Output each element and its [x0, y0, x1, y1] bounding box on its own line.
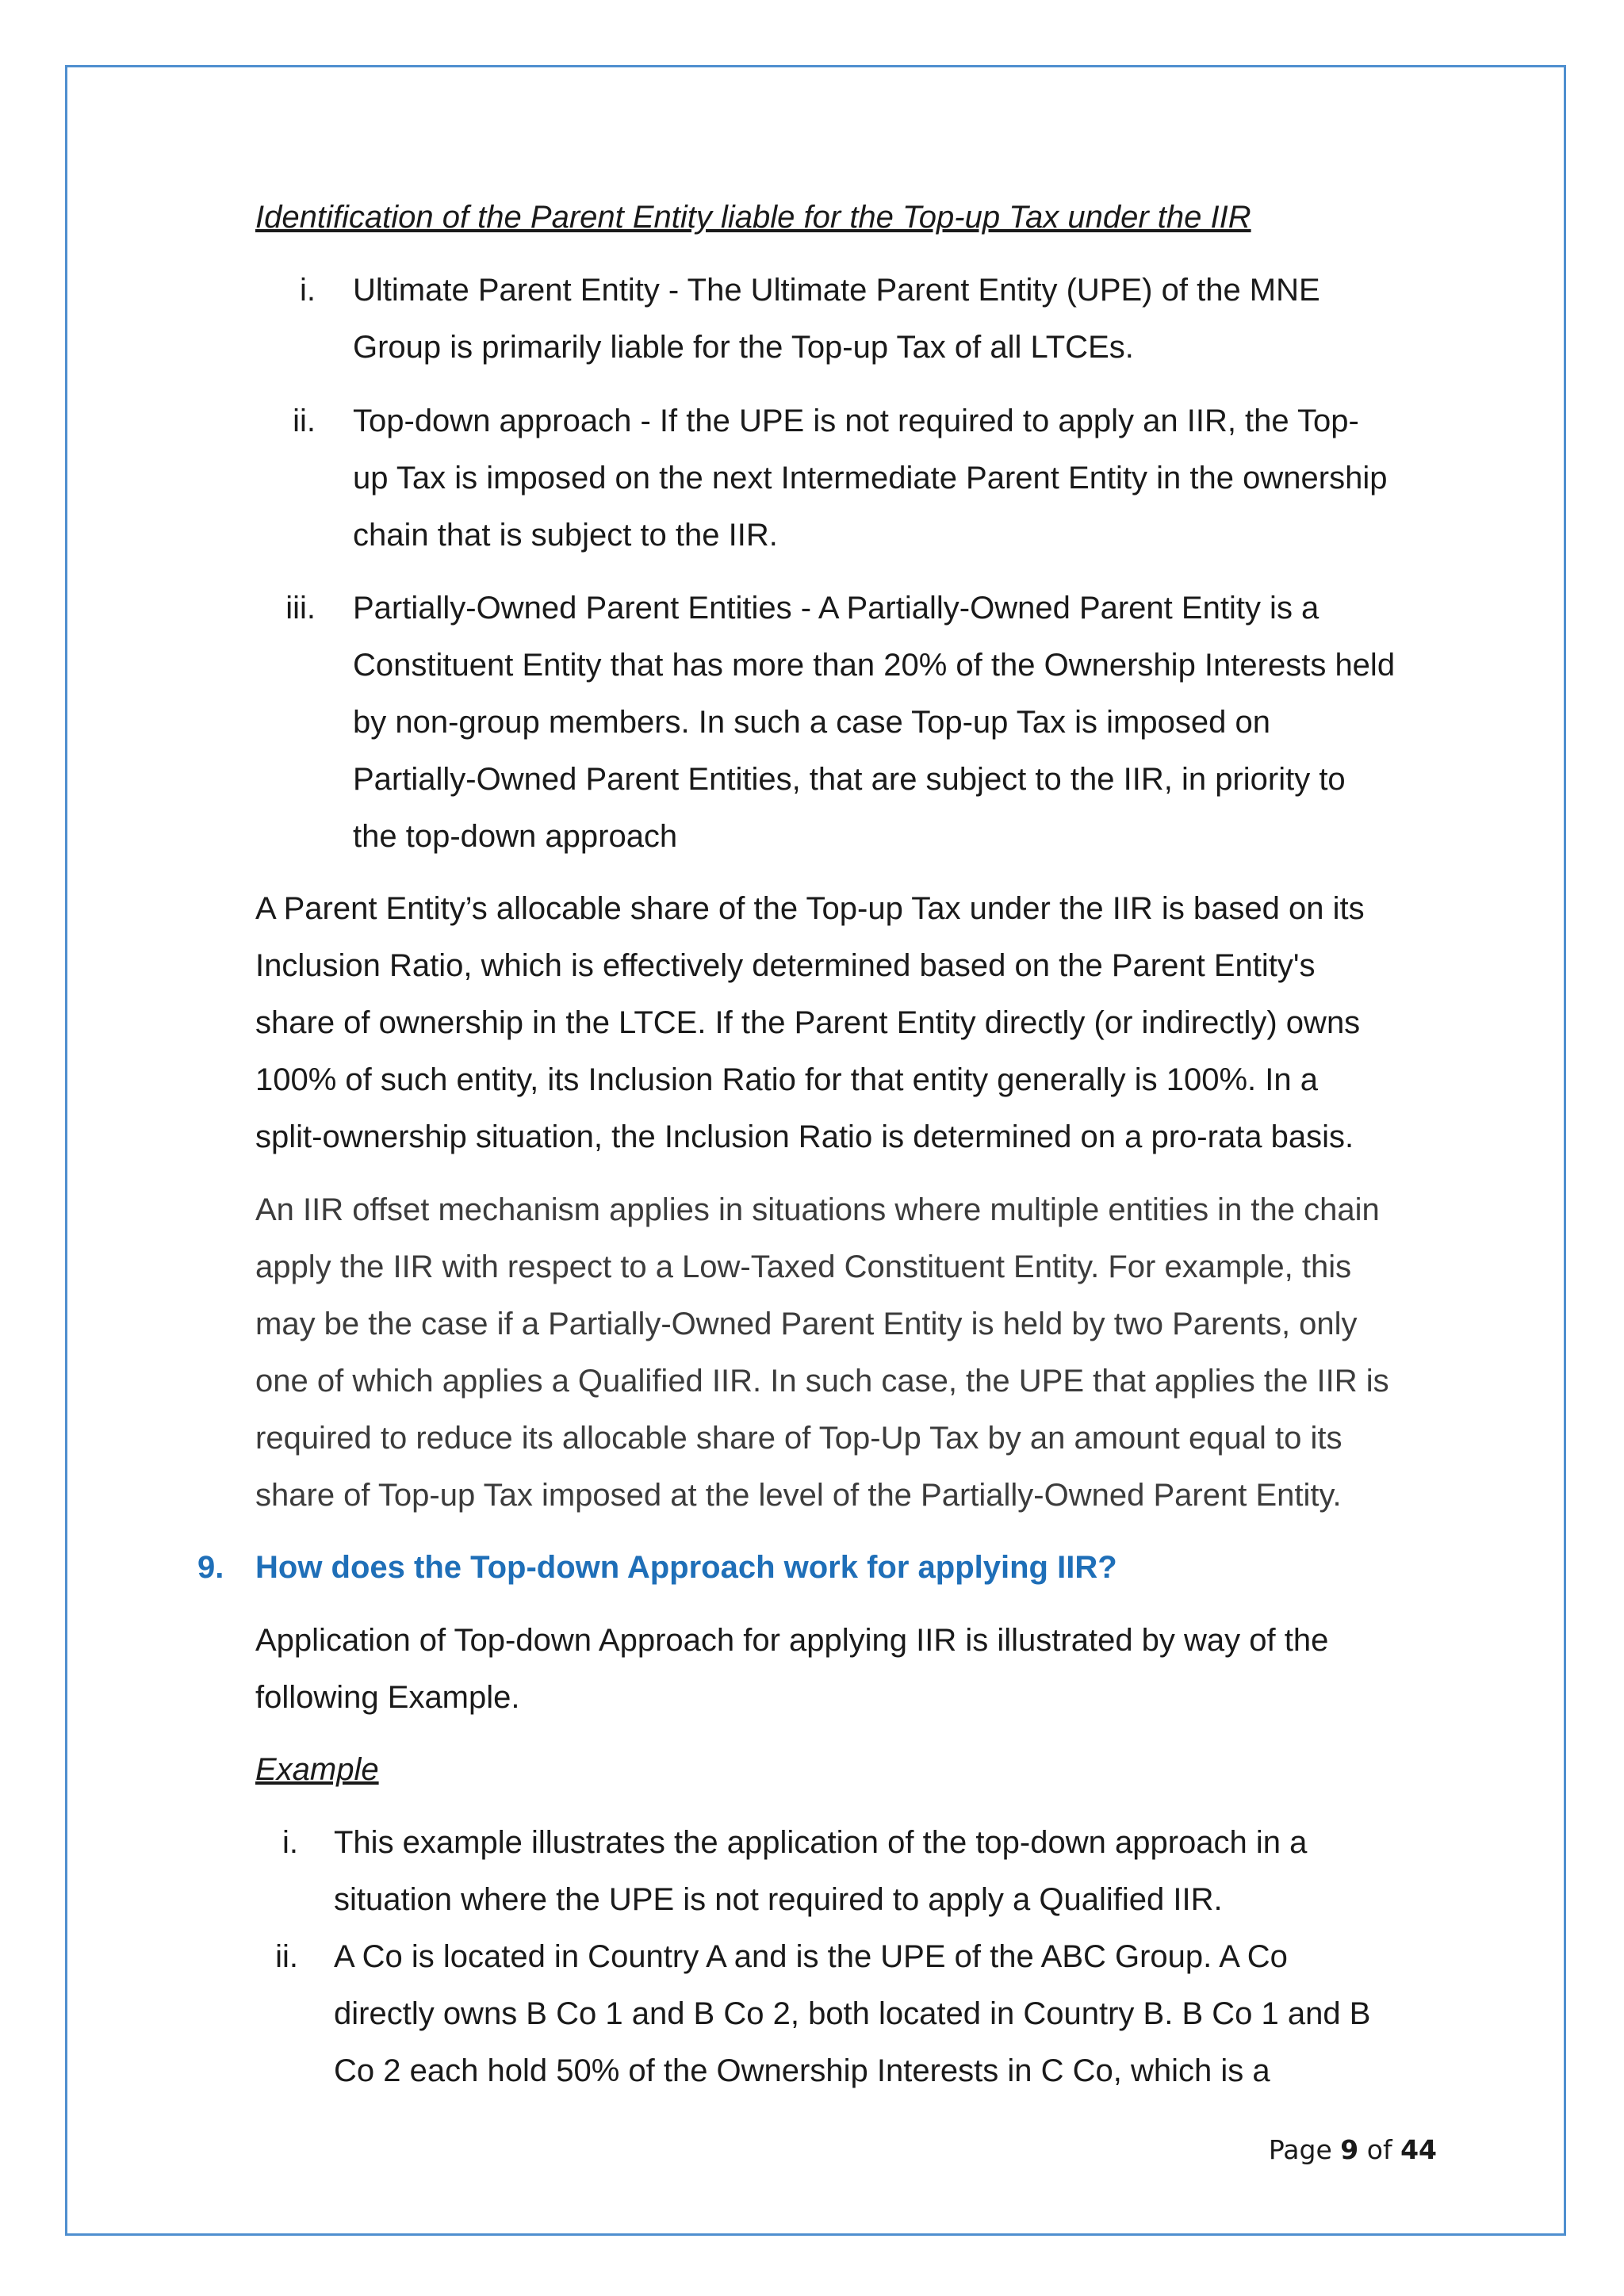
list-line: Top-down approach - If the UPE is not required to apply an IIR, the Top- — [353, 404, 1359, 438]
list-number: i. — [300, 273, 316, 308]
paragraph-line: Application of Top-down Approach for applying IIR is illustrated by way of the — [255, 1623, 1329, 1658]
footer-total-pages: 44 — [1400, 2134, 1437, 2165]
list-line: Co 2 each hold 50% of the Ownership Interests in C Co, which is a — [334, 2053, 1270, 2088]
paragraph-line: share of Top-up Tax imposed at the level of the Partially-Owned Parent Entity. — [255, 1478, 1342, 1513]
list-number: ii. — [293, 404, 316, 438]
list-line: A Co is located in Country A and is the UPE of the ABC Group. A Co — [334, 1939, 1288, 1974]
paragraph-line: share of ownership in the LTCE. If the Parent Entity directly (or indirectly) owns — [255, 1005, 1361, 1040]
list-line: the top-down approach — [353, 819, 678, 854]
list-number: i. — [282, 1825, 298, 1860]
page-footer — [1269, 2134, 1437, 2165]
paragraph-line: one of which applies a Qualified IIR. In such case, the UPE that applies the IIR is — [255, 1364, 1389, 1399]
section-title: How does the Top-down Approach work for applying IIR? — [255, 1550, 1117, 1585]
list-line: Partially-Owned Parent Entities, that are subject to the IIR, in priority to — [353, 762, 1346, 797]
list-line: Group is primarily liable for the Top-up Tax of all LTCEs. — [353, 330, 1134, 365]
paragraph-line: following Example. — [255, 1680, 520, 1715]
list-number: ii. — [275, 1939, 298, 1974]
list-line: situation where the UPE is not required to apply a Qualified IIR. — [334, 1882, 1223, 1917]
paragraph-line: Inclusion Ratio, which is effectively determined based on the Parent Entity's — [255, 948, 1316, 983]
example-label: Example — [255, 1752, 379, 1787]
subheading: Identification of the Parent Entity liable for the Top-up Tax under the IIR — [255, 200, 1251, 235]
list-line: directly owns B Co 1 and B Co 2, both located in Country B. B Co 1 and B — [334, 1996, 1371, 2031]
paragraph-line: A Parent Entity’s allocable share of the Top-up Tax under the IIR is based on its — [255, 891, 1365, 926]
paragraph-line: split-ownership situation, the Inclusion Ratio is determined on a pro-rata basis. — [255, 1119, 1354, 1154]
footer-of: of — [1366, 2134, 1392, 2165]
list-line: This example illustrates the application of the top-down approach in a — [334, 1825, 1308, 1860]
footer-prefix: Page — [1268, 2134, 1332, 2165]
list-line: Constituent Entity that has more than 20% of the Ownership Interests held — [353, 648, 1396, 683]
list-line: Ultimate Parent Entity - The Ultimate Parent Entity (UPE) of the MNE — [353, 273, 1320, 308]
paragraph-line: An IIR offset mechanism applies in situations where multiple entities in the chain — [255, 1192, 1380, 1227]
list-number: iii. — [285, 591, 316, 626]
paragraph-line: required to reduce its allocable share of Top-Up Tax by an amount equal to its — [255, 1421, 1342, 1456]
paragraph-line: may be the case if a Partially-Owned Parent Entity is held by two Parents, only — [255, 1307, 1358, 1341]
list-line: chain that is subject to the IIR. — [353, 518, 778, 553]
paragraph-line: apply the IIR with respect to a Low-Taxed Constituent Entity. For example, this — [255, 1249, 1352, 1284]
section-number: 9. — [197, 1550, 224, 1585]
list-line: by non-group members. In such a case Top-up Tax is imposed on — [353, 705, 1270, 740]
list-line: Partially-Owned Parent Entities - A Partially-Owned Parent Entity is a — [353, 591, 1320, 626]
list-line: up Tax is imposed on the next Intermediate Parent Entity in the ownership — [353, 461, 1388, 496]
footer-page-number: 9 — [1340, 2134, 1359, 2165]
paragraph-line: 100% of such entity, its Inclusion Ratio for that entity generally is 100%. In a — [255, 1062, 1318, 1097]
